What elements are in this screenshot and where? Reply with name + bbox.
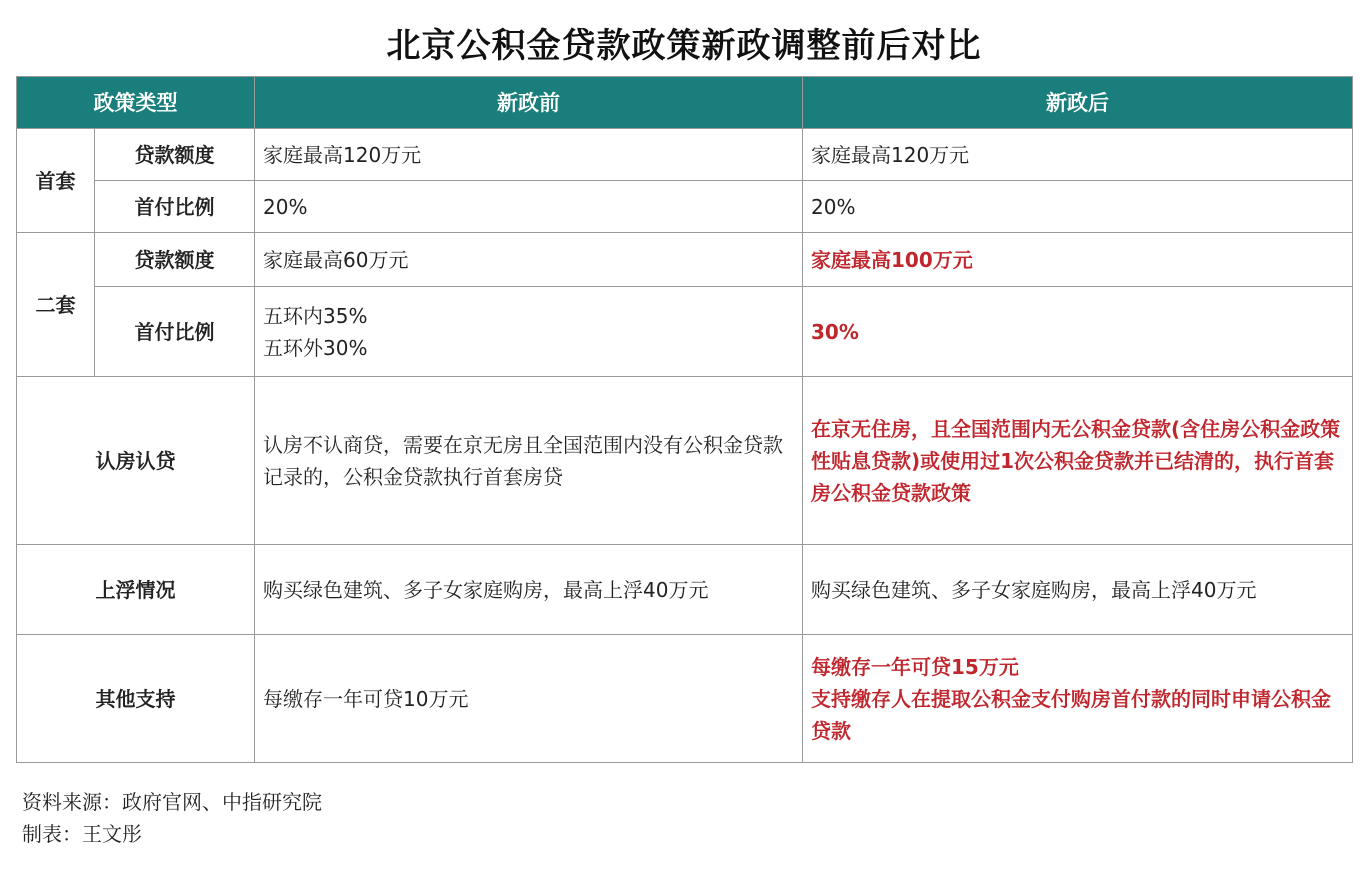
table-row	[17, 377, 1353, 545]
cell-before: 20%	[255, 181, 803, 233]
row-label-other: 其他支持	[17, 635, 255, 763]
header-after: 新政后	[803, 77, 1353, 129]
table-row	[17, 233, 1353, 287]
cell-before: 认房不认商贷，需要在京无房且全国范围内没有公积金贷款记录的，公积金贷款执行首套房贷	[255, 377, 803, 545]
group-second-home: 二套	[17, 233, 95, 377]
table-row	[17, 287, 1353, 377]
cell-after-highlight: 家庭最高100万元	[803, 233, 1353, 287]
cell-line: 五环内35%	[263, 303, 368, 328]
source-text: 资料来源：政府官网、中指研究院	[22, 790, 322, 814]
row-label-down-payment: 首付比例	[95, 181, 255, 233]
cell-after-highlight: 30%	[803, 287, 1353, 377]
page-title: 北京公积金贷款政策新政调整前后对比	[386, 25, 982, 66]
cell-before: 购买绿色建筑、多子女家庭购房，最高上浮40万元	[255, 545, 803, 635]
cell-before: 家庭最高60万元	[255, 233, 803, 287]
group-first-home: 首套	[17, 129, 95, 233]
source-note	[22, 786, 322, 850]
cell-before: 每缴存一年可贷10万元	[255, 635, 803, 763]
comparison-table	[16, 76, 1353, 763]
table-header-row	[17, 77, 1353, 129]
row-label-loan-amount: 贷款额度	[95, 233, 255, 287]
cell-before: 家庭最高120万元	[255, 129, 803, 181]
cell-before	[255, 287, 803, 377]
cell-line: 支持缴存人在提取公积金支付购房首付款的同时申请公积金贷款	[811, 686, 1331, 743]
cell-line: 五环外30%	[263, 335, 368, 360]
row-label-recognition: 认房认贷	[17, 377, 255, 545]
table-row	[17, 635, 1353, 763]
cell-after-highlight: 在京无住房，且全国范围内无公积金贷款(含住房公积金政策性贴息贷款)或使用过1次公积金贷款并已结清的，执行首套房公积金贷款政策	[803, 377, 1353, 545]
table-row	[17, 181, 1353, 233]
header-before: 新政前	[255, 77, 803, 129]
table-row	[17, 545, 1353, 635]
row-label-float-up: 上浮情况	[17, 545, 255, 635]
cell-after-highlight	[803, 635, 1353, 763]
cell-line: 每缴存一年可贷15万元	[811, 654, 1019, 679]
maker-text: 制表：王文彤	[22, 822, 142, 846]
header-policy-type: 政策类型	[17, 77, 255, 129]
table-row	[17, 129, 1353, 181]
cell-after: 家庭最高120万元	[803, 129, 1353, 181]
cell-after: 20%	[803, 181, 1353, 233]
row-label-down-payment: 首付比例	[95, 287, 255, 377]
cell-after: 购买绿色建筑、多子女家庭购房，最高上浮40万元	[803, 545, 1353, 635]
row-label-loan-amount: 贷款额度	[95, 129, 255, 181]
